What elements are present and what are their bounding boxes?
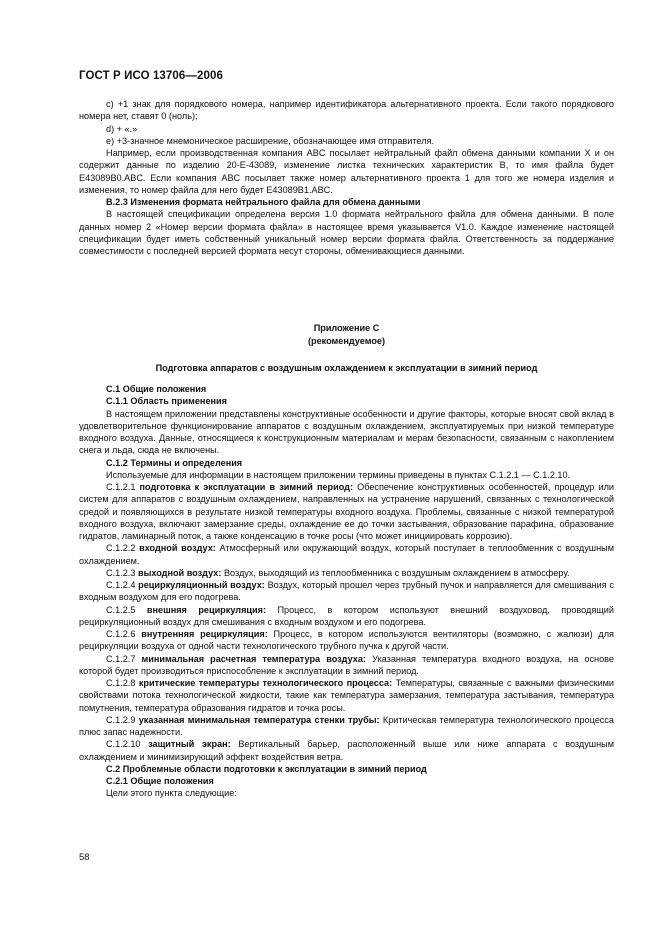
definition-text: Указанная температура входного воздуха, на основе которой будет производиться приспособление к эксплуатации в зимний период. xyxy=(79,653,614,676)
scope-paragraph: В настоящем приложении представлены конструктивные особенности и другие факторы, которые вносят свой вклад в удовлетворительное функционирование аппаратов с воздушным охлаждением, эксплуатируемых при низкой температуре входного воздуха. Данные, относящиеся к конструкционным материалам и мерам безопасности, связанным с накоплением снега и льда, сюда не включены. xyxy=(79,408,614,456)
definition-text: Процесс, в котором используются вентиляторы (возможно, с жалюзи) для рециркуляции воздуха от одной части технологического трубного пучка к другой части. xyxy=(79,629,615,652)
definition-number: C.1.2.1 xyxy=(106,482,136,492)
version-paragraph: В настоящей спецификации определена версия 1.0 формата нейтрального файла для обмена данными. В поле данных номер 2 «Номер версии формата файла» в настоящее время указывается V1.0. Каждое изменение настоящей спецификации будет иметь собственный уникальный номер версии формата файла. Ответственность за поддержание совместимости с последней версией формата несут стороны, обменивающиеся данными. xyxy=(79,209,614,256)
definition-term: внутренняя рециркуляция: xyxy=(141,629,268,639)
section-heading-c2: C.2 Проблемные области подготовки к эксплуатации в зимний период xyxy=(106,763,427,774)
definition-term: указанная минимальная температура стенки трубы: xyxy=(138,714,380,725)
definition-number: C.1.2.5 xyxy=(106,604,136,615)
terms-intro: Используемые для информации в настоящем приложении термины приведены в пунктах C.1.2.1 — C.1.2.10. xyxy=(106,469,571,480)
annex-title-block xyxy=(79,322,614,347)
definition-term: защитный экран: xyxy=(148,739,231,750)
definition-text: Обеспечение конструктивных особенностей, процедур или систем для аппаратов с воздушным охлаждением, направленных на устранение нарушений, связанных с технологической средой и появляющихся в результате низкой температуры входного воздуха. Проблемы, связанные с низкой температурой входного воздуха, включают замерзание среды, охлаждение ее до точки застывания, образование парафина, образование гидратов, ламинарный поток, а также конденсацию в точке росы (что может инициировать коррозию). xyxy=(79,482,614,541)
definition-c1-2-10 xyxy=(79,738,614,763)
section-heading-c21: C.2.1 Общие положения xyxy=(106,776,214,786)
definition-number: C.1.2.2 xyxy=(106,543,136,554)
definition-term: рециркуляционный воздух: xyxy=(138,580,265,590)
definition-number: C.1.2.8 xyxy=(106,678,136,688)
section-heading-c11: C.1.1 Область применения xyxy=(106,396,227,407)
definition-c1-2-7 xyxy=(79,653,614,678)
definition-c1-2-1 xyxy=(79,481,614,542)
definition-c1-2-2 xyxy=(79,542,614,567)
definition-term: выходной воздух: xyxy=(137,567,222,578)
definition-term: входной воздух: xyxy=(139,543,216,554)
definition-c1-2-9 xyxy=(79,714,614,739)
annex-status: (рекомендуемое) xyxy=(307,335,386,346)
annex-heading: Подготовка аппаратов с воздушным охлаждением к эксплуатации в зимний период xyxy=(155,363,538,373)
definition-text: Атмосферный или окружающий воздух, который поступает в теплообменник с воздушным охлаждением. xyxy=(79,543,614,566)
definition-text: Вертикальный барьер, расположенный выше или ниже аппарата с воздушным охлаждением и минимизирующий эффект воздействия ветра. xyxy=(79,739,614,762)
definition-number: C.1.2.9 xyxy=(106,714,136,725)
example-paragraph: Например, если производственная компания ABC посылает нейтральный файл обмена данными компании X и он содержит данные по изделию 20-E-43089, изменение листка технических характеристик B, то имя файла будет E43089B0.ABC. Если компания ABC посылает также номер альтернативного проекта 1 для того же номера изделия и изменения, то номер файла для него будет E43089B1.ABC. xyxy=(79,148,614,195)
list-item-c: c) +1 знак для порядкового номера, например идентификатора альтернативного проекта. Если такого порядкового номера нет, ставят 0 (ноль); xyxy=(79,99,614,122)
section-heading-c1: C.1 Общие положения xyxy=(106,384,207,394)
definition-term: подготовка к эксплуатации в зимний период: xyxy=(139,482,354,492)
section-heading-c12: C.1.2 Термины и определения xyxy=(106,457,243,468)
list-item-e: e) +3-значное мнемоническое расширение, обозначающее имя отправителя. xyxy=(106,135,434,146)
goals-intro: Цели этого пункта следующие: xyxy=(106,788,237,799)
definition-c1-2-8 xyxy=(79,677,614,714)
appendix-b-continuation xyxy=(79,98,614,257)
document-header: ГОСТ Р ИСО 13706—2006 xyxy=(79,70,224,82)
definition-term: минимальная расчетная температура воздуха: xyxy=(141,653,366,664)
definition-c1-2-6 xyxy=(79,628,614,653)
definition-number: C.1.2.4 xyxy=(106,580,136,590)
definition-term: критические температуры технологического процесса: xyxy=(138,678,393,688)
section-heading-b23: B.2.3 Изменения формата нейтрального файла для обмена данными xyxy=(106,197,421,207)
annex-c-body xyxy=(79,383,614,800)
definition-text: Температуры, связанные с важными физическими свойствами потока технологической жидкости, такие как температура замерзания, температура застывания, температура помутнения, температура образования гидратов и точка росы. xyxy=(79,678,615,713)
definition-text: Воздух, который прошел через трубный пучок и направляется для смешивания с входным воздухом для его подогрева. xyxy=(79,580,614,603)
definition-number: C.1.2.3 xyxy=(106,567,136,578)
definition-text: Воздух, выходящий из теплообменника с воздушным охлаждением в атмосферу. xyxy=(223,567,570,578)
definition-c1-2-4 xyxy=(79,579,614,604)
definition-term: внешняя рециркуляция: xyxy=(146,604,266,615)
page-number: 58 xyxy=(79,852,90,863)
definition-number: C.1.2.10 xyxy=(106,739,141,750)
definition-text: Критическая температура технологического процесса плюс запас надежности. xyxy=(79,714,614,737)
definition-number: C.1.2.6 xyxy=(106,629,136,639)
annex-heading-block xyxy=(79,362,614,375)
definition-c1-2-5 xyxy=(79,604,614,629)
definition-c1-2-3 xyxy=(79,567,614,579)
list-item-d: d) + «.» xyxy=(106,123,138,134)
annex-title: Приложение С xyxy=(313,323,380,333)
definition-number: C.1.2.7 xyxy=(106,653,136,664)
definition-text: Процесс, в котором используют внешний воздуховод, проводящий рециркуляционный воздух для смешивания с входным воздухом и его подогрева. xyxy=(79,604,614,627)
